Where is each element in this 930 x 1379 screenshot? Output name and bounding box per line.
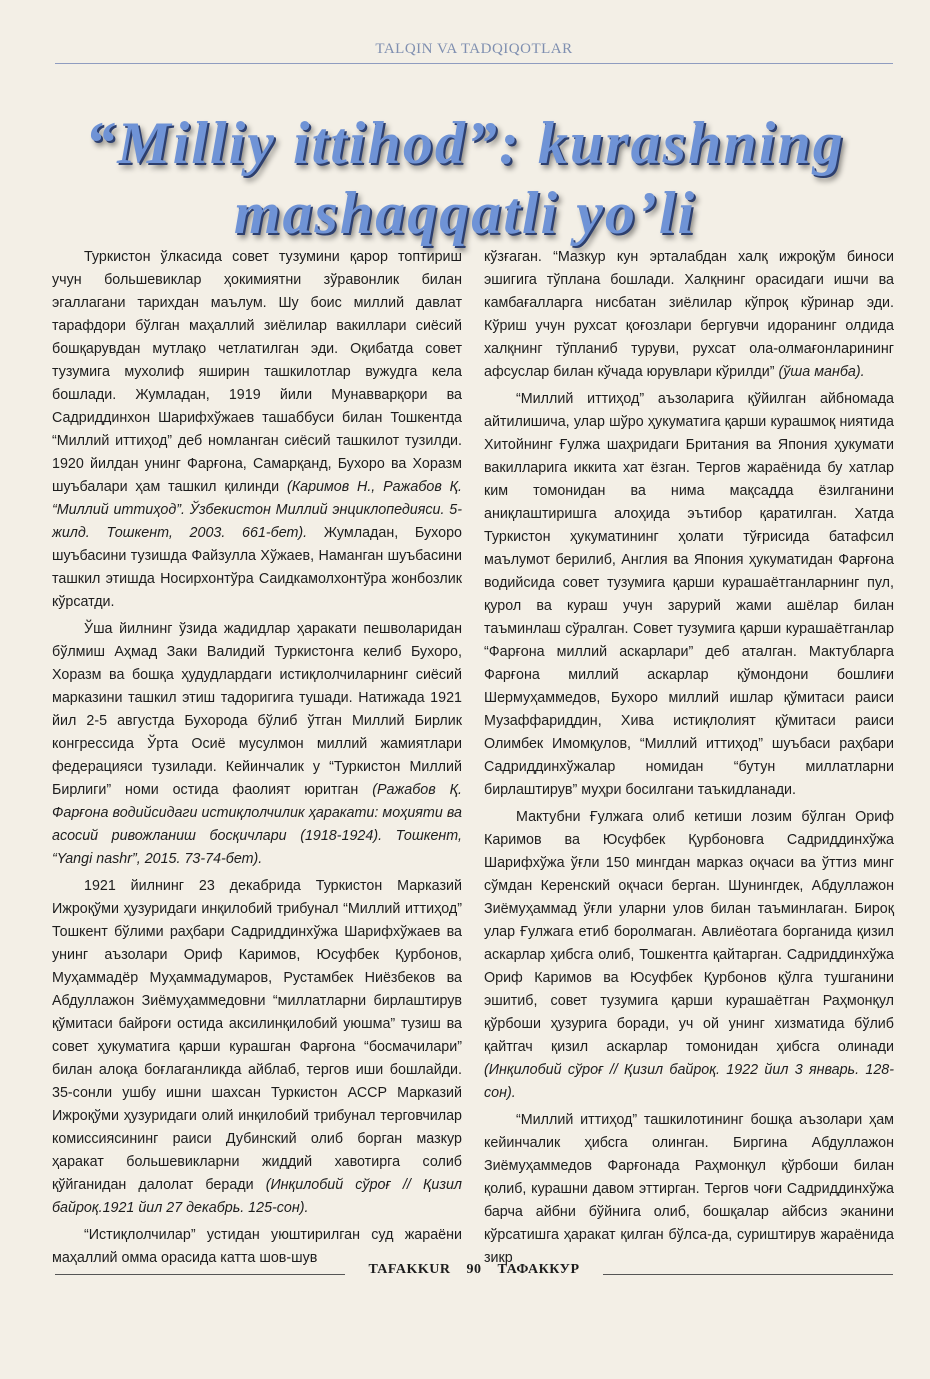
left-column (52, 246, 462, 1270)
paragraph: кўзғаган. “Мазкур кун эрталабдан халқ ижроқўм биноси эшигига тўплана бошлади. Халқнинг орасидаги ишчи ва камбағалларга нисбатан зиёлилар кўпроқ кўринар эди. Кўриш учун рухсат қоғозлари бергувчи идоранинг олдида халқнинг тўпланиб туруви, рухсат ола-олмағонларининг афсуслар билан кўчада юрувлари кўрилди” (ўша манба). (484, 249, 894, 380)
paragraph: “Миллий иттиҳод” аъзоларига қўйилган айбномада айтилишича, улар шўро ҳукуматига қарши курашмоқ ниятида Хитойнинг Ғулжа шаҳридаги Британия ва Япония ҳукумати вакилларига иккита хат ёзган. Тергов жараёнида бу хатлар ким томонидан ва нима мақсадда ёзилганини аниқлаштиришга алоҳида эътибор қаратилган. Хатда Туркистон ҳукуматининг ҳолати тўғрисида батафсил маълумот берилиб, Англия ва Япония ҳукуматидан Фарғона водийсида совет тузумига қарши курашаётганларнинг пул, қурол ва кураш учун зарурий жами ашёлар билан таъминлаш сўралган. Совет тузумига қарши курашаётганлар “Фарғона миллий аскарлари” деб аталган. Мактубларга Фарғона миллий аскарлар қўмондони бошлиғи Шермуҳаммедов, Бухоро миллий ишлар қўмитаси раиси Музаффариддин, Хива истиқлолият қўмитаси раиси Олимбек Имомқулов, “Миллий иттиҳод” шуъбаси раҳбари Садриддинхўжалар номидан “бутун миллатларни бирлаштирув” муҳри босилгани таъкидланади. (484, 391, 894, 798)
magazine-name-latin: TAFAKKUR (368, 1262, 451, 1277)
citation: (ўша манба). (778, 364, 865, 380)
header-rule (55, 63, 893, 64)
paragraph: 1921 йилнинг 23 декабрида Туркистон Марказий Ижроқўми ҳузуридаги инқилобий трибунал “Миллий иттиҳод” Тошкент бўлими раҳбари Садриддинхўжа Шарифхўжаев ва унинг аъзолари Ориф Каримов, Юсуфбек Қурбонов, Муҳаммадёр Муҳаммадумаров, Рустамбек Ниёзбеков ва Абдуллажон Зиёмуҳаммедовни “миллатларни бирлаштирув қўмитаси байроғи остида аксилинқилобий уюшма” тузиш ва совет ҳукуматига қарши курашган Фарғона “босмачилари” билан алоқа боғлаганликда айблаб, тергов иши бошлайди. 35-сонли ушбу ишни шахсан Туркистон АССР Марказий Ижроқўми ҳузуридаги олий инқилобий трибунал терговчилар комиссиясининг раиси Дубинский олиб борган мазкур ҳаракат большевикларни жиддий хавотирга солиб қўйганидан далолат беради (Инқилобий сўроғ // Қизил байроқ.1921 йил 27 декабрь. 125-сон). (52, 878, 462, 1216)
paragraph: Ўша йилнинг ўзида жадидлар ҳаракати пешволаридан бўлмиш Аҳмад Заки Валидий Туркистонга келиб Бухоро, Хоразм ва бошқа ҳудудлардаги истиқлолчиларнинг сиёсий марказини ташкил этиш тадоригига тушади. Натижада 1921 йил 2-5 августда Бухорода бўлиб ўтган Миллий Бирлик конгрессида Ўрта Осиё мусулмон миллий жамиятлари федерацияси тузилади. Кейинчалик у “Туркистон Миллий Бирлиги” номи остида фаолият юритган (Ражабов Қ. Фарғона водийсидаги истиқлолчилик ҳаракати: моҳияти ва асосий ривожланиш босқичлари (1918-1924). Тошкент, “Yangi nashr”, 2015. 73-74-бет). (52, 621, 462, 867)
footer-rule-right (603, 1274, 893, 1275)
footer-rule-left (55, 1274, 345, 1275)
article-title-line-2: mashaqqatli yo’li (233, 180, 697, 246)
paragraph: “Миллий иттиҳод” ташкилотининг бошқа аъзолари ҳам кейинчалик ҳибсга олинган. Биргина Абдуллажон Зиёмуҳаммедов Фарғонада Раҳмонқул қўрбоши билан қолиб, курашни давом эттирган. Тергов чоғи Садриддинхўжа барча айбни бўйнига олиб, бошқалар айбсиз эканини кўрсатишга ҳаракат қилган бўлса-да, суриштирув жараёнида зикр (484, 1112, 894, 1266)
citation: (Каримов Н., Ражабов Қ. “Миллий иттиҳод”. Ўзбекистон Миллий энциклопедияси. 5-жилд. Тошкент, 2003. 661-бет). (52, 479, 462, 541)
magazine-name-cyrillic: ТАФАККУР (497, 1262, 580, 1277)
right-column (484, 246, 894, 1270)
footer-text (345, 1262, 603, 1278)
article-title (40, 108, 890, 248)
paragraph: “Истиқлолчилар” устидан уюштирилган суд жараёни маҳаллий омма орасида катта шов-шув (52, 1227, 462, 1266)
citation: (Ражабов Қ. Фарғона водийсидаги истиқлолчилик ҳаракати: моҳияти ва асосий ривожланиш босқичлари (1918-1924). Тошкент, “Yangi nashr”, 2015. 73-74-бет). (52, 782, 462, 867)
citation: (Инқилобий сўроғ // Қизил байроқ. 1922 йил 3 январь. 128-сон). (484, 1062, 894, 1101)
page-footer (55, 1262, 893, 1286)
paragraph: Туркистон ўлкасида совет тузумини қарор топтириш учун большевиклар ҳокимиятни зўравонлик билан эгаллагани тарихдан маълум. Шу боис миллий давлат тарафдори бўлган маҳаллий зиёлилар вакиллари сиёсий бошқарувдан мутлақо четлатилган эди. Оқибатда совет тузумига мухолиф яширин ташкилотлар вужудга кела бошлади. Жумладан, 1919 йили Мунавварқори ва Садриддинхон Шарифхўжаев ташаббуси билан Тошкентда “Миллий иттиҳод” деб номланган сиёсий ташкилот тузилди. 1920 йилдан унинг Фарғона, Самарқанд, Бухоро ва Хоразм шуъбалари ҳам ташкил қилинди (Каримов Н., Ражабов Қ. “Миллий иттиҳод”. Ўзбекистон Миллий энциклопедияси. 5-жилд. Тошкент, 2003. 661-бет). Жумладан, Бухоро шуъбасини тузишда Файзулла Хўжаев, Наманган шуъбасини ташкил этишда Носирхонтўра Саидкамолхонтўра жонбозлик кўрсатди. (52, 249, 462, 610)
paragraph: Мактубни Ғулжага олиб кетиши лозим бўлган Ориф Каримов ва Юсуфбек Қурбоновга Садриддинхўжа Шарифхўжа ўғли 150 мингдан марказ оқчаси ва ўттиз минг сўмдан Керенский оқчаси берган. Шунингдек, Абдуллажон Зиёмуҳаммад ўғли уларни улов билан таъминлаган. Бироқ улар Ғулжага етиб боролмаган. Авлиёотага борганида қизил аскарлар ҳибсга олиб, Тошкентга қайтарган. Садриддинхўжа Ориф Каримов ва Юсуфбек Қурбонов қўлга тушганини эшитиб, совет тузумига қарши курашаётган Раҳмонқул қўрбоши ҳузурига боради, уч ой унинг хизматида бўлиб қайтгач қизил аскарлар томонидан ҳибсга олинади (Инқилобий сўроғ // Қизил байроқ. 1922 йил 3 январь. 128-сон). (484, 809, 894, 1101)
citation: (Инқилобий сўроғ // Қизил байроқ.1921 йил 27 декабрь. 125-сон). (52, 1177, 462, 1216)
section-header (55, 40, 893, 66)
article-title-line-1: “Milliy ittihod”: kurashning (85, 110, 845, 176)
page-number: 90 (466, 1262, 482, 1277)
section-title: TALQIN VA TADQIQOTLAR (375, 41, 573, 57)
